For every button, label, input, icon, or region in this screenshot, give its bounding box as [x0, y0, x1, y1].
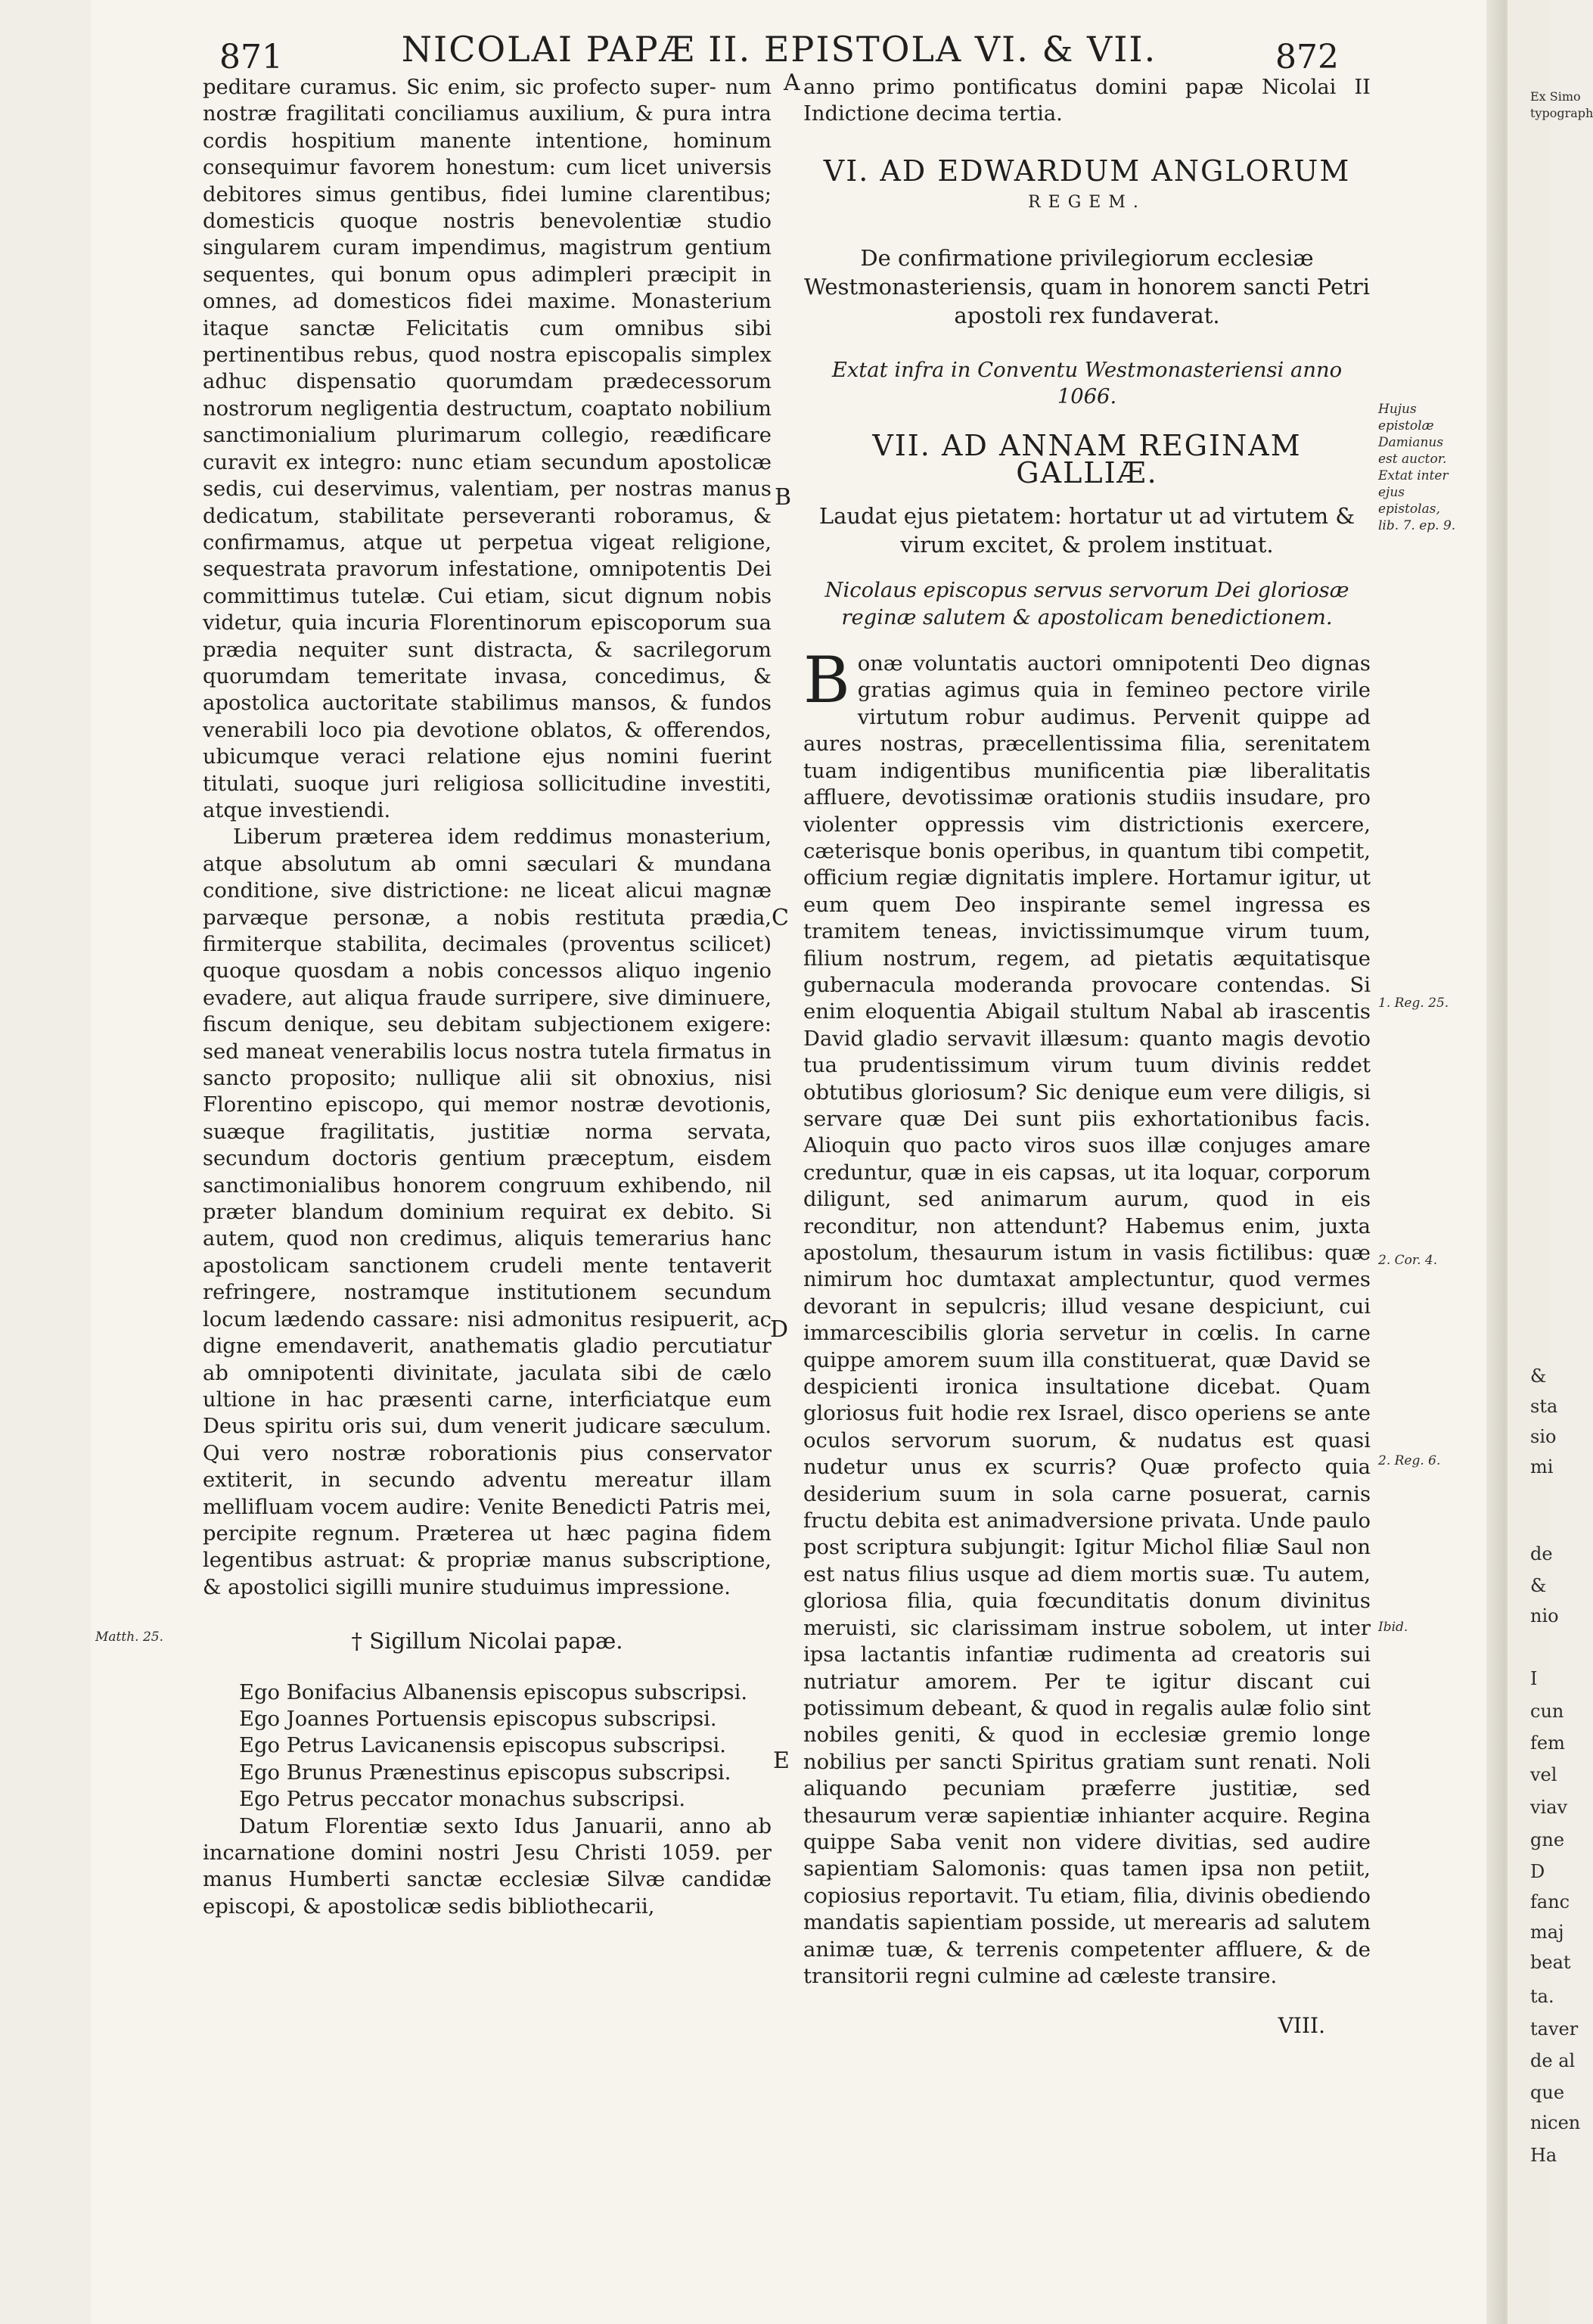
adjacent-fragment: fem: [1530, 1732, 1565, 1754]
adjacent-fragment: D: [1530, 1861, 1545, 1882]
adjacent-fragment: ta.: [1530, 1986, 1554, 2007]
adjacent-fragment: mi: [1530, 1456, 1554, 1477]
margin-note-hujus: Hujus epistolæ Damianus est auctor. Extat inter ejus epistolas, lib. 7. ep. 9.: [1378, 402, 1456, 533]
section-7-title: VII. AD ANNAM REGINAM GALLIÆ.: [872, 429, 1302, 489]
section-6-extat: Extat infra in Conventu Westmonasteriensi anno 1066.: [831, 358, 1343, 409]
subscriptions: [203, 1679, 772, 1813]
letter-body: [803, 643, 1371, 1990]
adjacent-fragment: nio: [1530, 1605, 1559, 1626]
seal-line: † Sigillum Nicolai papæ.: [351, 1628, 623, 1654]
right-column: [803, 74, 1371, 2040]
margin-note-cor-2: 2. Cor. 4.: [1378, 1253, 1438, 1268]
section-marker-b: B: [775, 484, 792, 511]
adjacent-fragment: vel: [1530, 1764, 1557, 1785]
page-header: [219, 23, 1339, 76]
margin-note-matth: Matth. 25.: [95, 1630, 163, 1645]
subscription-line: Ego Petrus Lavicanensis episcopus subscripsi.: [239, 1734, 727, 1758]
right-page-number: 872: [1275, 38, 1339, 76]
adjacent-fragment: typograph: [1530, 106, 1593, 120]
adjacent-fragment: cun: [1530, 1701, 1564, 1722]
adjacent-fragment: nicen: [1530, 2112, 1581, 2133]
margin-note-reg-1: 1. Reg. 25.: [1378, 996, 1449, 1011]
letter-text: onæ voluntatis auctori omnipotenti Deo dignas gratias agimus quia in femineo pectore virile virtutum robur audimus. Pervenit quippe ad aures nostras, præcellentissima filia, serenitatem tuam indigentibus munificentia piæ liberalitatis affluere, devotissimæ orationis studiis insudare, pro violenter oppressis vim districtionis exercere, cæterisque bonis operibus, in quantum tibi competit, officium regiæ dignitatis implere. Hortamur igitur, ut eum quem Deo inspirante semel ingressa es tramitem teneas, invictissimumque virum tuum, filium nostrum, regem, ad pietatis æquitatisque gubernacula moderanda provocare contendas. Si enim eloquentia Abigail stultum Nabal ab irascentis David gladio servavit illæsum: quanto magis devotio tua prudentissimum virum tuum divinis reddet obtutibus gloriosum? Sic denique eum vere diligis, si servare quæ Dei sunt piis exhortationibus facis. Alioquin quo pacto viros suos illæ conjuges amare creduntur, quæ in eis capsas, ut ita loquar, corporum diligunt, sed animarum aurum, quod in eis reconditur, non attendunt? Habemus enim, juxta apostolum, thesaurum istum in vasis fictilibus: quæ nimirum hoc dumtaxat amplectuntur, quod vermes devorant in sepulcris; illud vesane despiciunt, cui immarcescibilis gloria servetur in cœlis. In carne quippe amorem suum illa constituerat, quæ David se despicienti ironica insultatione dicebat. Quam gloriosus fuit hodie rex Israel, disco operiens se ante oculos servorum suorum, & nudatus est quasi nudetur unus ex scurris? Quæ profecto quia desiderium suum in sola carne posuerat, carnis fructu debita est animadversione privata. Unde paulo post scriptura subjungit: Igitur Michol filiæ Saul non est natus filius usque ad diem mortis suæ. Tu autem, gloriosa filia, quia fœcunditatis donum divinitus meruisti, sic clarissimam instrue sobolem, ut inter ipsa lactantis infantiæ rudimenta ad creatoris sui nutriatur amorem. Per te igitur discant cui potissimum debeant, & quod in regalis aulæ folio sint nobiles geniti, & quod in ecclesiæ gremio longe nobilius per sancti Spiritus gratiam sunt renati. Noli aliquando pecuniam præferre justitiæ, sed thesaurum veræ sapientiæ inhianter acquire. Regina quippe Saba venit non videre divitias, sed audire sapientiam Salomonis: quas tamen ipsa non petiit, copiosius reportavit. Tu etiam, filia, divinis obediendo mandatis sapientiam posside, ut merearis ad salutem animæ tuæ, & terrenis competenter affluere, & de transitorii regni culmine ad cæleste transire.: [803, 652, 1371, 1988]
left-paragraph-2: Liberum præterea idem reddimus monasterium, atque absolutum ab omni sæculari & mundana conditione, sive districtione: ne liceat alicui magnæ parvæque personæ, a nobis restituta prædia, firmiterque stabilita, decimales (proventus scilicet) quoque quosdam a nobis concessos aliquo ingenio evadere, aut aliqua fraude surripere, sive diminuere, fiscum denique, seu debitam subjectionem exigere: sed maneat venerabilis locus nostra tutela firmatus in sancto proposito; nullique alii sit obnoxius, nisi Florentino episcopo, qui memor nostræ devotionis, suæque fragilitatis, justitiæ norma servata, secundum doctoris gentium præceptum, eisdem sanctimonialibus honorem congruum exhibendo, nil præter blandum dominium requirat ex debito. Si autem, quod non credimus, aliquis temerarius hanc apostolicam sanctionem crudeli mente tentaverit refringere, nostramque institutionem secundum locum lædendo cassare: nisi admonitus resipuerit, ac digne emendaverit, anathematis gladio percutiatur ab omnipotenti divinitate, jaculata sibi de cælo ultione in hac præsenti carne, interficiatque eum Deus spiritu oris sui, dum venerit judicare sæculum. Qui vero nostræ roborationis pius conservator extiterit, in secundo adventu mereatur illam mellifluam vocem audire: Venite Benedicti Patris mei, percipite regnum. Præterea ut hæc pagina fidem legentibus astruat: & propriæ manus subscriptione, & apostolici sigilli munire studuimus impressione.: [203, 825, 772, 1599]
adjacent-fragment: taver: [1530, 2018, 1579, 2040]
adjacent-fragment: que: [1530, 2082, 1565, 2103]
adjacent-fragment: Ha: [1530, 2145, 1557, 2166]
subscription-line: Ego Bonifacius Albanensis episcopus subscripsi.: [239, 1680, 748, 1704]
section-marker-e: E: [773, 1748, 790, 1774]
adjacent-fragment: &: [1530, 1575, 1547, 1596]
section-6-summary: De confirmatione privilegiorum ecclesiæ Westmonasteriensis, quam in honorem sancti Petri apostoli rex fundaverat.: [803, 244, 1371, 328]
adjacent-fragment: I: [1530, 1668, 1538, 1689]
adjacent-fragment: gne: [1530, 1829, 1565, 1850]
adjacent-fragment: sio: [1530, 1426, 1557, 1447]
adjacent-fragment: &: [1530, 1366, 1547, 1387]
left-paragraph-1: peditare curamus. Sic enim, sic profecto super- num nostræ fragilitati conciliamus auxilium, & pura intra cordis hospitium manente intentione, hominum consequimur favorem honestum: cum licet universis debitores simus gentibus, fidei lumine clarentibus; domesticis quoque nostris benevolentiæ studio singularem curam impendimus, magistrum gentium sequentes, qui bonum opus adimpleri præcipit in omnes, ad domesticos fidei maxime. Monasterium itaque sanctæ Felicitatis cum omnibus sibi pertinentibus rebus, quod nostra episcopalis simplex adhuc dispensatio quorumdam prædecessorum nostrorum negligentia destructum, coaptato nobilium sanctimonialium plurimarum collegio, reædificare curavit ex integro: nunc etiam secundum apostolicæ sedis, cui deservimus, valentiam, per nostras manus dedicatum, stabilitate perseveranti roboramus, & confirmamus, atque ut perpetua vigeat religione, sequestrata pravorum infestatione, omnipotentis Dei committimus tutelæ. Cui etiam, sicut dignum nobis videtur, quia incuria Florentinorum episcoporum sua prædia nequiter sunt distracta, & sacrilegorum quorumdam temeritate invasa, concedimus, & apostolica auctoritate stabilimus mansos, & fundos venerabili loco pia devotione oblatos, & offerendos, ubicumque veraci relatione ejus nomini fuerint titulati, suoque juri religiosa sollicitudine investiti, atque investiendi.: [203, 76, 772, 822]
adjacent-fragment: fanc: [1530, 1891, 1570, 1912]
adjacent-fragment: de: [1530, 1543, 1553, 1564]
adjacent-fragment: Ex Simo: [1530, 89, 1581, 104]
section-marker-a: A: [784, 70, 800, 96]
adjacent-page-edge: [1505, 0, 1593, 2324]
running-title: NICOLAI PAPÆ II. EPISTOLA VI. & VII.: [401, 29, 1157, 70]
section-6-subtitle: REGEM.: [1028, 193, 1146, 213]
page-gutter-shadow: [1486, 0, 1505, 2324]
left-column: [203, 74, 772, 1920]
adjacent-fragment: viav: [1530, 1797, 1568, 1818]
salutation: Nicolaus episcopus servus servorum Dei gloriosæ reginæ salutem & apostolicam benedictionem.: [824, 579, 1349, 629]
left-page-number: 871: [219, 38, 283, 76]
section-marker-d: D: [770, 1316, 789, 1343]
margin-note-ibid: Ibid.: [1378, 1620, 1408, 1635]
section-marker-c: C: [772, 905, 789, 931]
subscription-line: Ego Petrus peccator monachus subscripsi.: [239, 1788, 686, 1812]
margin-note-reg-2: 2. Reg. 6.: [1378, 1453, 1441, 1468]
adjacent-fragment: de al: [1530, 2050, 1576, 2071]
drop-cap: B: [803, 643, 850, 718]
subscription-line: Ego Joannes Portuensis episcopus subscripsi.: [239, 1707, 717, 1731]
datum-line: Datum Florentiæ sexto Idus Januarii, anno ab incarnatione domini nostri Jesu Christi 1059. per manus Humberti sanctæ ecclesiæ Silvæ candidæ episcopi, & apostolicæ sedis bibliothecarii,: [203, 1814, 772, 1919]
section-7-summary: Laudat ejus pietatem: hortatur ut ad virtutem & virum excitet, & prolem instituat.: [818, 503, 1355, 558]
next-section-number: VIII.: [1278, 2013, 1325, 2039]
adjacent-fragment: sta: [1530, 1396, 1558, 1417]
subscription-line: Ego Brunus Prænestinus episcopus subscripsi.: [239, 1760, 731, 1785]
adjacent-fragment: maj: [1530, 1922, 1564, 1943]
intro-line: anno primo pontificatus domini papæ Nicolai II Indictione decima tertia.: [803, 76, 1371, 126]
section-6-title: VI. AD EDWARDUM ANGLORUM: [823, 154, 1351, 188]
adjacent-fragment: beat: [1530, 1952, 1571, 1973]
